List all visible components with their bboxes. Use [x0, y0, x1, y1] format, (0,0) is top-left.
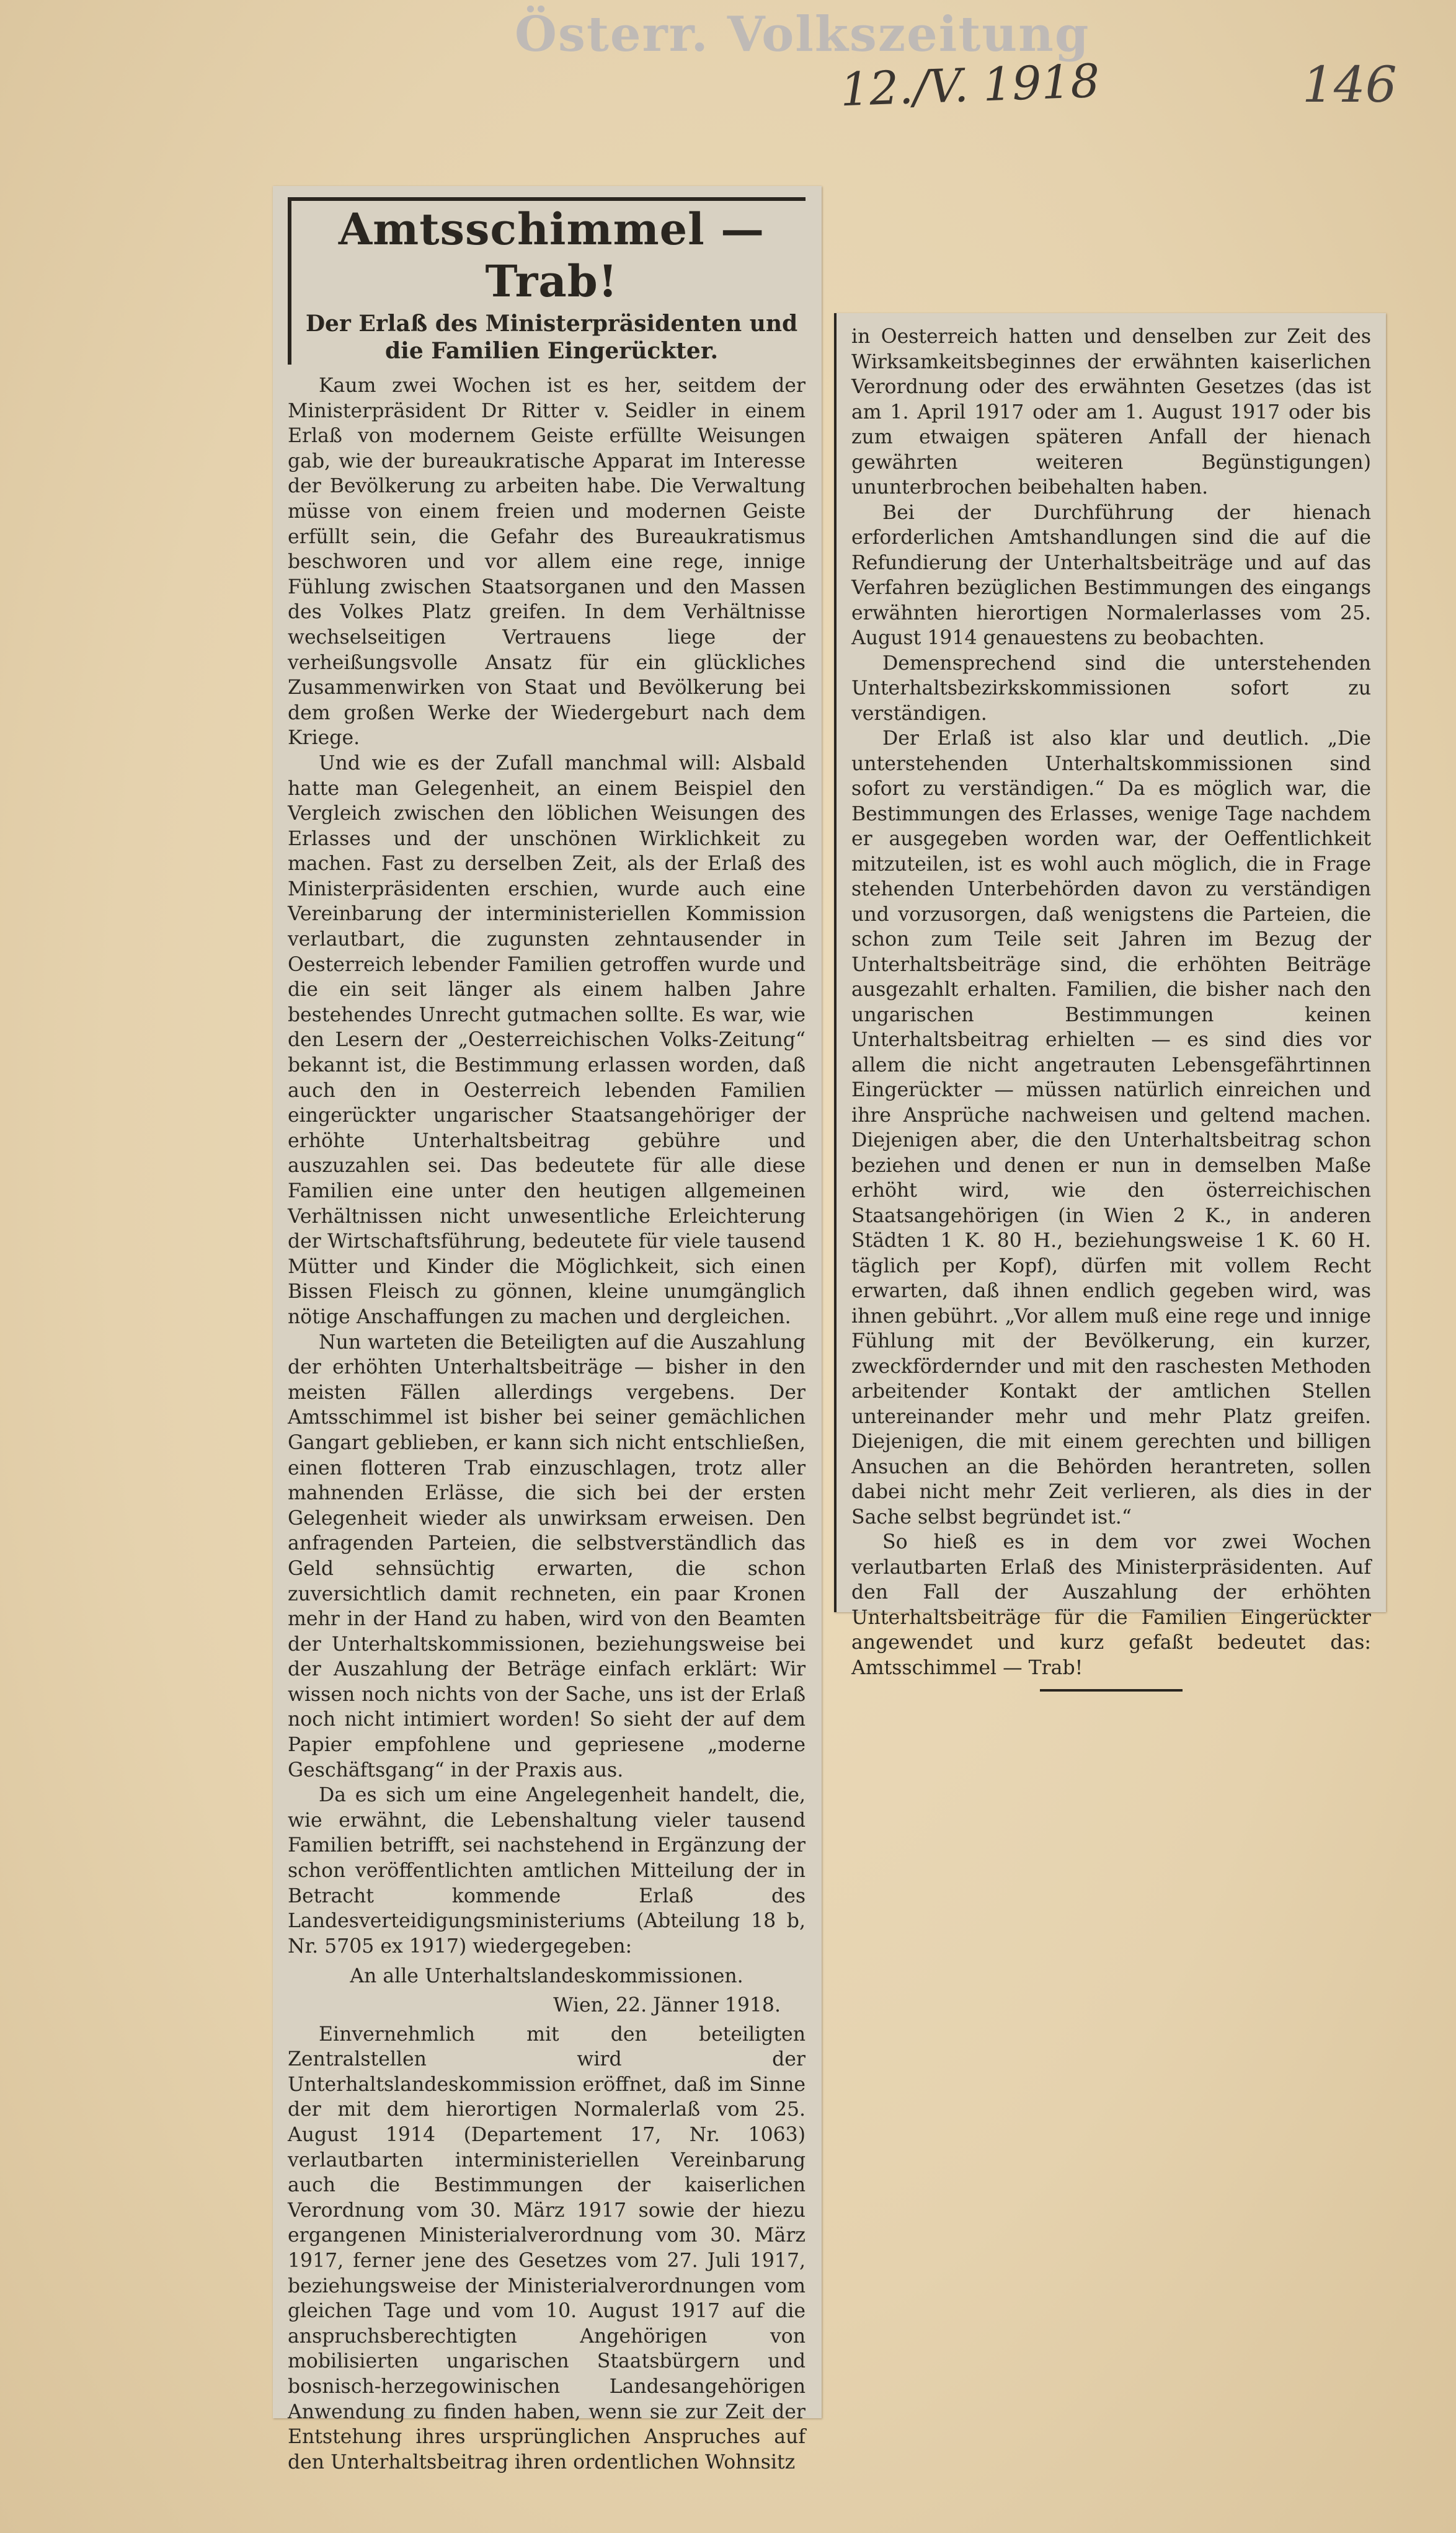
column-1-body — [288, 373, 806, 2475]
clipping-column-1 — [273, 186, 822, 2473]
headline-box — [288, 197, 806, 365]
paragraph: Nun warteten die Beteiligten auf die Auszahlung der erhöhten Unterhaltsbeiträge — bisher in den meisten Fällen allerdings vergebens. Der Amtsschimmel ist bisher bei seiner gemächlichen Gangart geblieben, er kann sich nicht entschließen, einen flotteren Trab einzuschlagen, trotz aller mahnenden Erlässe, die sich bei der ersten Gelegenheit wieder als unwirksam erweisen. Den anfragenden Parteien, die selbstverständlich das Geld sehnsüchtig erwarten, die schon zuversichtlich damit rechneten, ein paar Kronen mehr in der Hand zu haben, wird von den Beamten der Unterhaltskommissionen, beziehungsweise bei der Auszahlung der Beträge einfach erklärt: Wir wissen noch nichts von der Sache, uns ist der Erlaß noch nicht intimiert worden! So sieht der auf dem Papier empfohlene und gepriesene „moderne Geschäftsgang“ in der Praxis aus. — [288, 1331, 806, 1781]
clipping-column-2 — [834, 313, 1386, 1679]
newspaper-stamp: Österr. Volkszeitung — [515, 6, 1090, 63]
paragraph: Der Erlaß ist also klar und deutlich. „Die unterstehenden Unterhaltskommissionen sind sofort zu verständigen.“ Da es möglich war, die Bestimmungen des Erlasses, wenige Tage nachdem er ausgegeben worden war, der Oeffentlichkeit mitzuteilen, ist es wohl auch möglich, die in Frage stehenden Unterbehörden davon zu verständigen und vorzusorgen, daß wenigstens die Parteien, die schon zum Teile seit Jahren im Bezug der Unterhaltsbeiträge sind, die erhöhten Beiträge ausgezahlt erhalten. Familien, die bisher nach den ungarischen Bestimmungen keinen Unterhaltsbeitrag erhielten — es sind dies vor allem die nicht angetrauten Lebensgefährtinnen Eingerückter — müssen natürlich einreichen und ihre Ansprüche nachweisen und geltend machen. Diejenigen aber, die den Unterhaltsbeitrag schon beziehen und denen er nun in demselben Maße erhöht wird, wie den österreichischen Staatsangehörigen (in Wien 2 K., in anderen Städten 1 K. 80 H., beziehungsweise 1 K. 60 H. täglich per Kopf), dürfen mit vollem Recht erwarten, daß ihnen endlich gegeben wird, was ihnen gebührt. „Vor allem muß eine rege und innige Fühlung mit der Bevölkerung, ein kurzer, zweckfördernder und mit den raschesten Methoden arbeitender Kontakt der amtlichen Stellen untereinander mehr und mehr Platz greifen. Diejenigen, die mit einem gerechten und billigen Ansuchen an die Behörden herantreten, sollen dabei nicht mehr Zeit verlieren, als dies in der Sache selbst begründet ist.“ — [851, 727, 1371, 1528]
decree-addressee: An alle Unterhaltslandeskommissionen. — [350, 1965, 744, 1988]
paragraph: Da es sich um eine Angelegenheit handelt, die, wie erwähnt, die Lebenshaltung vieler tausend Familien betrifft, sei nachstehend in Ergänzung der schon veröffentlichten amtlichen Mitteilung der in Betracht kommende Erlaß des Landesverteidigungsministeriums (Abteilung 18 b, Nr. 5705 ex 1917) wiedergegeben: — [288, 1784, 806, 1958]
article-subhead: Der Erlaß des Ministerpräsidenten und die Familien Eingerückter. — [305, 311, 798, 364]
decree-paragraph: Einvernehmlich mit den beteiligten Zentralstellen wird der Unterhaltslandeskommission eröffnet, daß im Sinne der mit dem hierortigen Normalerlaß vom 25. August 1914 (Departement 17, Nr. 1063) verlautbarten interministeriellen Vereinbarung auch die Bestimmungen der kaiserlichen Verordnung vom 30. März 1917 sowie der hiezu ergangenen Ministerialverordnung vom 30. März 1917, ferner jene des Gesetzes vom 27. Juli 1917, beziehungsweise der Ministerialverordnungen vom gleichen Tage und vom 10. August 1917 auf die anspruchsberechtigten Angehörigen von mobilisierten ungarischen Staatsbürgern und bosnisch-herzegowinischen Landesangehörigen Anwendung zu finden haben, wenn sie zur Zeit der Entstehung ihres ursprünglichen Anspruches auf den Unterhaltsbeitrag ihren ordentlichen Wohnsitz — [288, 2023, 806, 2473]
paragraph: Kaum zwei Wochen ist es her, seitdem der Ministerpräsident Dr Ritter v. Seidler in einem Erlaß von modernem Geiste erfüllte Weisungen gab, wie der bureaukratische Apparat im Interesse der Bevölkerung zu arbeiten habe. Die Verwaltung müsse von einem freien und modernen Geiste erfüllt sein, die Gefahr des Bureaukratismus beschworen und vor allem eine rege, innige Fühlung zwischen Staatsorganen und den Massen des Volkes Platz greifen. In dem Verhältnisse wechselseitigen Vertrauens liege der verheißungsvolle Ansatz für ein glückliches Zusammenwirken von Staat und Bevölkerung bei dem großen Werke der Wiedergeburt nach dem Kriege. — [288, 375, 806, 750]
end-rule — [1040, 1689, 1183, 1692]
paragraph: Demensprechend sind die unterstehenden Unterhaltsbezirkskommissionen sofort zu verständigen. — [851, 652, 1371, 725]
decree-date: Wien, 22. Jänner 1918. — [553, 1994, 781, 2016]
paragraph: Bei der Durchführung der hienach erforderlichen Amtshandlungen sind die auf die Refundierung der Unterhaltsbeiträge und auf das Verfahren bezüglichen Bestimmungen des eingangs erwähnten hierortigen Normalerlasses vom 25. August 1914 genauestens zu beobachten. — [851, 501, 1371, 649]
folio-number: 146 — [1302, 56, 1397, 113]
handwritten-date: 12./V. 1918 — [839, 54, 1101, 117]
paragraph: in Oesterreich hatten und denselben zur Zeit des Wirksamkeitsbeginnes der erwähnten kaiserlichen Verordnung oder des erwähnten Gesetzes (das ist am 1. April 1917 oder am 1. August 1917 oder bis zum etwaigen späteren Anfall der hienach gewährten weiteren Begünstigungen) ununterbrochen beibehalten haben. — [851, 326, 1371, 499]
paragraph: So hieß es in dem vor zwei Wochen verlautbarten Erlaß des Ministerpräsidenten. Auf den Fall der Auszahlung der erhöhten Unterhaltsbeiträge für die Familien Eingerückter angewendet und kurz gefaßt bedeutet das: Amtsschimmel — Trab! — [851, 1531, 1371, 1679]
column-2-body — [851, 324, 1371, 1680]
article-headline: Amtsschimmel — Trab! — [338, 203, 765, 307]
column-divider — [834, 313, 837, 1612]
paragraph: Und wie es der Zufall manchmal will: Alsbald hatte man Gelegenheit, an einem Beispiel den Vergleich zwischen den löblichen Weisungen des Erlasses und der unschönen Wirklichkeit zu machen. Fast zu derselben Zeit, als der Erlaß des Ministerpräsidenten erschien, wurde auch eine Vereinbarung der interministeriellen Kommission verlautbart, die zugunsten zehntausender in Oesterreich lebender Familien getroffen wurde und die ein seit länger als einem halben Jahre bestehendes Unrecht gutmachen sollte. Es war, wie den Lesern der „Oesterreichischen Volks-Zeitung“ bekannt ist, die Bestimmung erlassen worden, daß auch den in Oesterreich lebenden Familien eingerückter ungarischer Staatsangehöriger der erhöhte Unterhaltsbeitrag gebühre und auszuzahlen sei. Das bedeutete für alle diese Familien eine unter den heutigen allgemeinen Verhältnissen nicht unwesentliche Erleichterung der Wirtschaftsführung, bedeutete für viele tausend Mütter und Kinder die Möglichkeit, sich einen Bissen Fleisch zu gönnen, kleine unumgänglich nötige Anschaffungen zu machen und dergleichen. — [288, 752, 806, 1328]
